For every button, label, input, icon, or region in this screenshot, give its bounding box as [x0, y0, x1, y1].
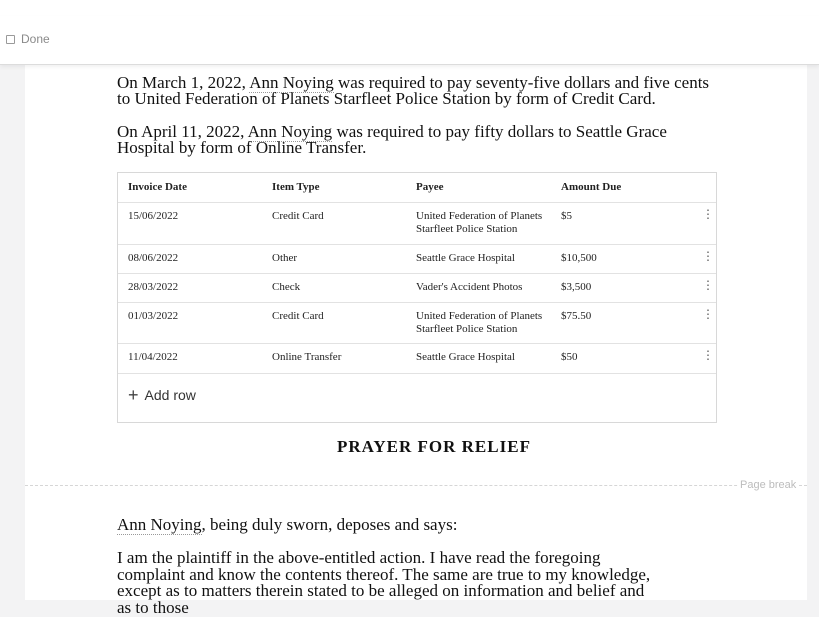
- table-header-row: [118, 173, 716, 203]
- add-row-button[interactable]: [128, 387, 196, 403]
- cell-payee[interactable]: Seattle Grace Hospital: [416, 351, 515, 363]
- table-row: [118, 203, 716, 245]
- cell-payee[interactable]: Vader's Accident Photos: [416, 281, 523, 293]
- row-menu-icon[interactable]: ⋮: [702, 278, 714, 292]
- affidavit-intro: [117, 517, 457, 533]
- cell-payee[interactable]: Seattle Grace Hospital: [416, 252, 515, 264]
- cell-type[interactable]: Check: [272, 281, 301, 293]
- cell-date[interactable]: 08/06/2022: [128, 252, 179, 264]
- header-item-type: Item Type: [272, 181, 320, 193]
- cell-date[interactable]: 15/06/2022: [128, 210, 179, 222]
- header-payee: Payee: [416, 181, 444, 193]
- cell-type[interactable]: Credit Card: [272, 310, 324, 322]
- checkbox-icon: [6, 35, 15, 44]
- paragraph-text: On April 11, 2022,: [117, 122, 248, 141]
- plus-icon: +: [128, 385, 139, 405]
- plaintiff-name-field[interactable]: Ann Noying: [117, 515, 202, 534]
- invoice-table: [117, 172, 717, 423]
- done-label: Done: [21, 32, 50, 46]
- cell-type[interactable]: Other: [272, 252, 298, 264]
- page-break-line: [25, 485, 807, 486]
- cell-amount[interactable]: $75.50: [561, 310, 592, 322]
- plaintiff-name-field[interactable]: Ann Noying: [249, 73, 334, 92]
- row-menu-icon[interactable]: ⋮: [702, 307, 714, 321]
- paragraph-text: On March 1, 2022,: [117, 73, 250, 92]
- table-row: [118, 303, 716, 344]
- table-row: [118, 274, 716, 303]
- paragraph-text: was required to pay fifty dollars to Seattle Grace Hospital by form of Online Transfer.: [117, 122, 667, 157]
- cell-amount[interactable]: $50: [561, 351, 578, 363]
- cell-payee[interactable]: United Federation of Planets Starfleet Police Station: [416, 210, 543, 235]
- cell-date[interactable]: 28/03/2022: [128, 281, 179, 293]
- cell-amount[interactable]: $3,500: [561, 281, 592, 293]
- row-menu-icon[interactable]: ⋮: [702, 207, 714, 221]
- add-row-label: Add row: [144, 387, 196, 403]
- cell-payee[interactable]: United Federation of Planets Starfleet Police Station: [416, 310, 543, 335]
- cell-type[interactable]: Online Transfer: [272, 351, 342, 363]
- header-invoice-date: Invoice Date: [128, 181, 187, 193]
- done-button[interactable]: [6, 32, 50, 46]
- cell-amount[interactable]: $10,500: [561, 252, 597, 264]
- plaintiff-name-field[interactable]: Ann Noying: [247, 122, 333, 141]
- row-menu-icon[interactable]: ⋮: [702, 249, 714, 263]
- cell-date[interactable]: 11/04/2022: [128, 351, 178, 363]
- window-top-strip: [0, 0, 819, 17]
- cell-type[interactable]: Credit Card: [272, 210, 324, 222]
- cell-date[interactable]: 01/03/2022: [128, 310, 179, 322]
- header-amount-due: Amount Due: [561, 181, 622, 193]
- section-heading: PRAYER FOR RELIEF: [337, 437, 531, 456]
- table-row: [118, 344, 716, 374]
- table-row: [118, 245, 716, 274]
- paragraph-payment-2: [117, 124, 717, 156]
- affidavit-body: I am the plaintiff in the above-entitled action. I have read the foregoing complaint and know the contents thereof. The same are true to my knowledge, except as to matters therein stated to be alleged on information and belief and as to those: [117, 548, 651, 617]
- row-menu-icon[interactable]: ⋮: [702, 348, 714, 362]
- paragraph-payment-1: [117, 75, 722, 107]
- paragraph-text: was required to pay seventy-five dollars and five cents to United Federation of Planets Starfleet Police Station by form of Credit Card.: [117, 73, 710, 108]
- cell-amount[interactable]: $5: [561, 210, 572, 222]
- paragraph-text: , being duly sworn, deposes and says:: [201, 515, 458, 534]
- page-break-label: Page break: [740, 479, 797, 491]
- editor-toolbar: [0, 16, 819, 65]
